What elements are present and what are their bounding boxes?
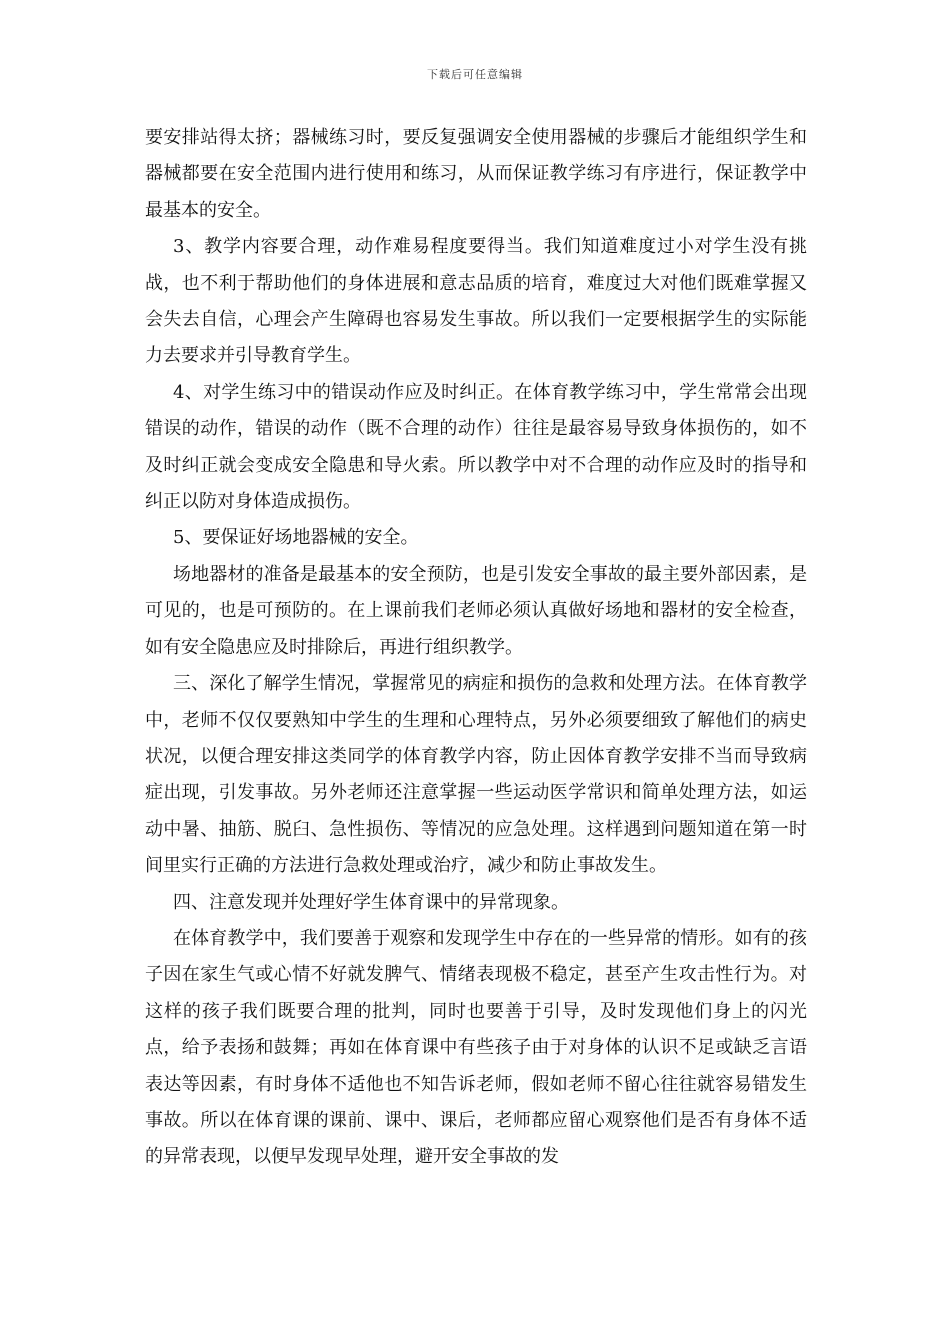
- document-body: [145, 120, 807, 1176]
- paragraph-section-3: 三、深化了解学生情况，掌握常见的病症和损伤的急救和处理方法。在体育教学中，老师不仅仅要熟知中学生的生理和心理特点，另外必须要细致了解他们的病史状况，以便合理安排这类同学的体育教学内容，防止因体育教学安排不当而导致病症出现，引发事故。另外老师还注意掌握一些运动医学常识和简单处理方法，如运动中暑、抽筋、脱臼、急性损伤、等情况的应急处理。这样遇到问题知道在第一时间里实行正确的方法进行急救处理或治疗，减少和防止事故发生。: [145, 673, 807, 877]
- paragraph-continued: 要安排站得太挤；器械练习时，要反复强调安全使用器械的步骤后才能组织学生和器械都要在安全范围内进行使用和练习，从而保证教学练习有序进行，保证教学中最基本的安全。: [145, 127, 807, 221]
- paragraph-abnormal-behavior: 在体育教学中，我们要善于观察和发现学生中存在的一些异常的情形。如有的孩子因在家生气或心情不好就发脾气、情绪表现极不稳定，甚至产生攻击性行为。对这样的孩子我们既要合理的批判，同时也要善于引导，及时发现他们身上的闪光点，给予表扬和鼓舞；再如在体育课中有些孩子由于对身体的认识不足或缺乏言语表达等因素，有时身体不适他也不知告诉老师，假如老师不留心往往就容易错发生事故。所以在体育课的课前、课中、课后，老师都应留心观察他们是否有身体不适的异常表现，以便早发现早处理，避开安全事故的发: [145, 927, 807, 1168]
- page-header: 下载后可任意编辑: [427, 68, 523, 81]
- paragraph-item-5: 5、要保证好场地器械的安全。: [173, 527, 419, 549]
- paragraph-item-4: 4、对学生练习中的错误动作应及时纠正。在体育教学练习中，学生常常会出现错误的动作，错误的动作（既不合理的动作）往往是最容易导致身体损伤的，如不及时纠正就会变成安全隐患和导火索。所以教学中对不合理的动作应及时的指导和纠正以防对身体造成损伤。: [145, 381, 807, 513]
- paragraph-section-4: 四、注意发现并处理好学生体育课中的异常现象。: [173, 891, 569, 913]
- paragraph-item-3: 3、教学内容要合理，动作难易程度要得当。我们知道难度过小对学生没有挑战，也不利于帮助他们的身体进展和意志品质的培育，难度过大对他们既难掌握又会失去自信，心理会产生障碍也容易发生事故。所以我们一定要根据学生的实际能力去要求并引导教育学生。: [145, 236, 807, 367]
- paragraph-field-equipment: 场地器材的准备是最基本的安全预防，也是引发安全事故的最主要外部因素，是可见的，也是可预防的。在上课前我们老师必须认真做好场地和器材的安全检查，如有安全隐患应及时排除后，再进行组织教学。: [145, 563, 807, 658]
